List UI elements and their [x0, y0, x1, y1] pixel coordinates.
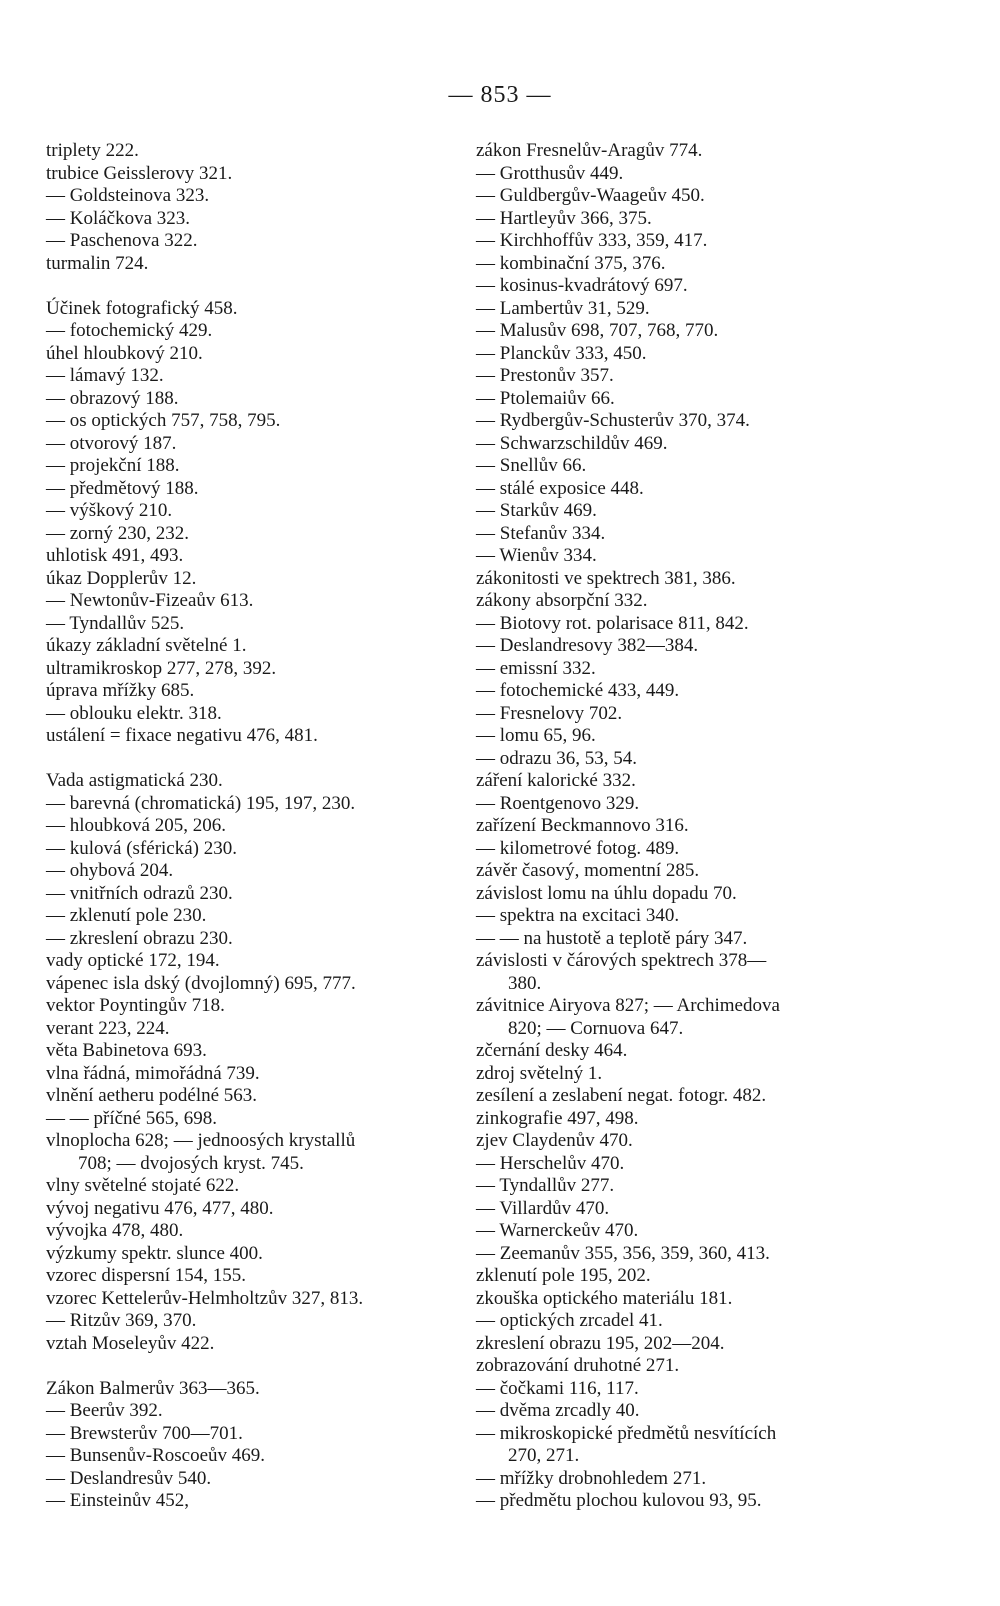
index-entry: — Brewsterův 700—701. [46, 1422, 243, 1444]
index-entry: zklenutí pole 195, 202. [476, 1265, 651, 1286]
index-entry: vývoj negativu 476, 477, 480. [46, 1197, 274, 1219]
index-entry-continuation: 270, 271. [508, 1445, 580, 1466]
index-entry: výzkumy spektr. slunce 400. [46, 1242, 263, 1264]
index-entry: — emissní 332. [476, 657, 596, 679]
index-entry: — ohybová 204. [46, 860, 174, 881]
index-entry: — zklenutí pole 230. [46, 905, 207, 926]
index-entry: verant 223, 224. [46, 1017, 170, 1039]
index-entry: — kilometrové fotog. 489. [476, 837, 680, 859]
index-entry: zčernání desky 464. [476, 1040, 628, 1061]
index-entry: úkazy základní světelné 1. [46, 635, 247, 656]
index-entry: — předmětu plochou kulovou 93, 95. [476, 1490, 762, 1511]
index-entry: — Herschelův 470. [476, 1152, 625, 1174]
index-entry: — lámavý 132. [46, 365, 164, 386]
index-entry: — Bunsenův-Roscoeův 469. [46, 1445, 266, 1466]
index-entry: Vada astigmatická 230. [46, 770, 223, 791]
index-entry: — lomu 65, 96. [476, 725, 596, 746]
index-entry: úprava mřížky 685. [46, 680, 195, 701]
index-entry: — Goldsteinova 323. [46, 185, 210, 206]
index-entry: Zákon Balmerův 363—365. [46, 1377, 260, 1399]
index-entry: — spektra na excitaci 340. [476, 905, 680, 926]
index-entry: — Koláčkova 323. [46, 207, 191, 229]
index-entry: zkreslení obrazu 195, 202—204. [476, 1332, 725, 1354]
index-entry: vlnění aetheru podélné 563. [46, 1085, 258, 1106]
index-entry: — Kirchhoffův 333, 359, 417. [476, 230, 708, 251]
index-entry: vady optické 172, 194. [46, 950, 220, 971]
index-entry: — hloubková 205, 206. [46, 815, 226, 836]
index-entry: — Tyndallův 525. [46, 612, 185, 634]
index-entry: — odrazu 36, 53, 54. [476, 747, 637, 769]
index-entry: — výškový 210. [46, 500, 173, 521]
index-entry: turmalin 724. [46, 252, 149, 274]
index-entry: zinkografie 497, 498. [476, 1107, 639, 1129]
index-entry: — dvěma zrcadly 40. [476, 1400, 640, 1421]
index-entry: — obrazový 188. [46, 387, 179, 409]
index-entry: zobrazování druhotné 271. [476, 1355, 680, 1376]
index-entry: — Beerův 392. [46, 1400, 163, 1421]
index-entry: — kulová (sférická) 230. [46, 837, 237, 859]
section-gap [46, 748, 476, 771]
index-entry: zákonitosti ve spektrech 381, 386. [476, 567, 736, 589]
index-entry: — Newtonův-Fizeaův 613. [46, 590, 254, 611]
index-entry: vztah Moseleyův 422. [46, 1332, 215, 1354]
index-entry: — Einsteinův 452, [46, 1490, 190, 1511]
index-entry: — Hartleyův 366, 375. [476, 207, 652, 229]
index-entry-continuation: 380. [508, 972, 542, 994]
index-entry: triplety 222. [46, 140, 139, 161]
index-entry: — Tyndallův 277. [476, 1175, 615, 1196]
index-entry: trubice Geisslerovy 321. [46, 162, 233, 184]
index-entry: závislosti v čárových spektrech 378— [476, 950, 767, 971]
index-entry: — — příčné 565, 698. [46, 1107, 217, 1129]
index-entry: zdroj světelný 1. [476, 1062, 603, 1084]
index-entry: — kombinační 375, 376. [476, 252, 666, 274]
section-gap [46, 1355, 476, 1378]
index-entry: ultramikroskop 277, 278, 392. [46, 657, 277, 679]
index-entry: — Deslandresův 540. [46, 1467, 212, 1489]
index-entry: — otvorový 187. [46, 432, 177, 454]
index-entry: úkaz Dopplerův 12. [46, 567, 197, 589]
index-entry: — Snellův 66. [476, 455, 587, 476]
index-entry: — Prestonův 357. [476, 365, 614, 386]
index-entry: — barevná (chromatická) 195, 197, 230. [46, 792, 356, 814]
index-entry: úhel hloubkový 210. [46, 342, 203, 364]
index-entry: — Guldbergův-Waageův 450. [476, 185, 705, 206]
index-entry: — Starkův 469. [476, 500, 597, 521]
index-entry: — os optických 757, 758, 795. [46, 410, 281, 431]
index-entry: — optických zrcadel 41. [476, 1310, 663, 1331]
index-entry: — oblouku elektr. 318. [46, 702, 222, 724]
index-entry: vzorec dispersní 154, 155. [46, 1265, 246, 1286]
index-entry: zákony absorpční 332. [476, 590, 648, 611]
index-entry: — Villardův 470. [476, 1197, 610, 1219]
index-entry: — Paschenova 322. [46, 230, 198, 251]
index-entry: — — na hustotě a teplotě páry 347. [476, 927, 748, 949]
index-entry: — Warnerckeův 470. [476, 1220, 639, 1241]
index-entry: — čočkami 116, 117. [476, 1377, 639, 1399]
index-entry: — fotochemický 429. [46, 320, 213, 341]
index-entry: — stálé exposice 448. [476, 477, 644, 499]
index-entry: vlna řádná, mimořádná 739. [46, 1062, 260, 1084]
index-entry: vlny světelné stojaté 622. [46, 1175, 240, 1196]
index-entry: — projekční 188. [46, 455, 180, 476]
index-entry-continuation: 820; — Cornuova 647. [508, 1017, 684, 1039]
index-entry: — Stefanův 334. [476, 522, 606, 544]
index-entry: — Deslandresovy 382—384. [476, 635, 699, 656]
index-entry: závitnice Airyova 827; — Archimedova [476, 995, 780, 1016]
section-gap [46, 275, 476, 298]
index-entry: — Lambertův 31, 529. [476, 297, 650, 319]
index-entry: vektor Poyntingův 718. [46, 995, 225, 1016]
index-entry: — mikroskopické předmětů nesvítících [476, 1422, 777, 1444]
index-entry-continuation: 708; — dvojosých kryst. 745. [78, 1152, 304, 1174]
index-entry: — kosinus-kvadrátový 697. [476, 275, 688, 296]
index-entry: vápenec isla dský (dvojlomný) 695, 777. [46, 972, 356, 994]
index-entry: — fotochemické 433, 449. [476, 680, 680, 701]
index-entry: ustálení = fixace negativu 476, 481. [46, 725, 318, 746]
index-entry: závěr časový, momentní 285. [476, 860, 700, 881]
page-number: — 853 — [448, 82, 552, 108]
index-entry: zařízení Beckmannovo 316. [476, 815, 689, 836]
index-entry: záření kalorické 332. [476, 770, 636, 791]
index-entry: Účinek fotografický 458. [46, 297, 238, 319]
index-entry: — Schwarzschildův 469. [476, 432, 668, 454]
index-entry: věta Babinetova 693. [46, 1040, 207, 1061]
index-entry: — Roentgenovo 329. [476, 792, 640, 814]
index-entry: vzorec Kettelerův-Helmholtzův 327, 813. [46, 1287, 364, 1309]
index-entry: — Zeemanův 355, 356, 359, 360, 413. [476, 1242, 770, 1264]
index-entry: — Biotovy rot. polarisace 811, 842. [476, 612, 749, 634]
index-entry: — Fresnelovy 702. [476, 702, 623, 724]
index-entry: zákon Fresnelův-Aragův 774. [476, 140, 703, 161]
index-entry: — Ritzův 369, 370. [46, 1310, 197, 1331]
index-entry: — mřížky drobnohledem 271. [476, 1467, 707, 1489]
index-entry: — Ptolemaiův 66. [476, 387, 615, 409]
index-entry: — Malusův 698, 707, 768, 770. [476, 320, 719, 341]
index-entry: — předmětový 188. [46, 477, 199, 499]
index-entry: — vnitřních odrazů 230. [46, 882, 233, 904]
index-entry: uhlotisk 491, 493. [46, 545, 184, 566]
index-entry: zkouška optického materiálu 181. [476, 1287, 733, 1309]
index-entry: zesílení a zeslabení negat. fotogr. 482. [476, 1085, 767, 1106]
index-column-left [46, 140, 476, 1513]
index-column-right [476, 140, 946, 1513]
index-entry: — Planckův 333, 450. [476, 342, 647, 364]
index-entry: vývojka 478, 480. [46, 1220, 184, 1241]
index-entry: vlnoplocha 628; — jednoosých krystallů [46, 1130, 356, 1151]
index-entry: zjev Claydenův 470. [476, 1130, 633, 1151]
index-entry: závislost lomu na úhlu dopadu 70. [476, 882, 737, 904]
index-entry: — zkreslení obrazu 230. [46, 927, 233, 949]
index-entry: — Grotthusův 449. [476, 162, 624, 184]
index-entry: — Wienův 334. [476, 545, 597, 566]
index-entry: — zorný 230, 232. [46, 522, 190, 544]
index-entry: — Rydbergův-Schusterův 370, 374. [476, 410, 750, 431]
